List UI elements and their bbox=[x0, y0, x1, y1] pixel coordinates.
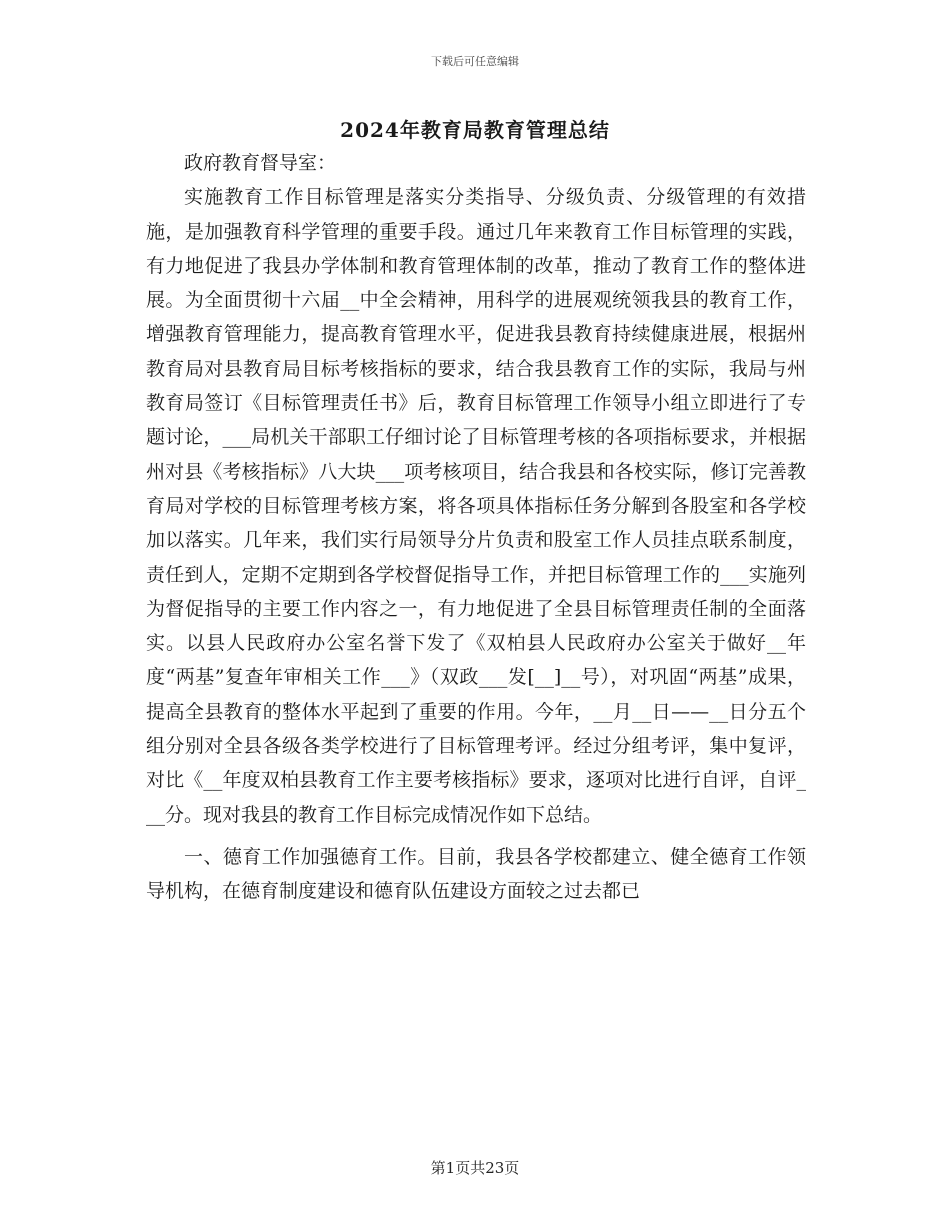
page-number: 第1页共23页 bbox=[430, 1159, 520, 1177]
section-paragraph: 一、德育工作加强德育工作。目前，我县各学校都建立、健全德育工作领导机构，在德育制度建设和德育队伍建设方面较之过去都已 bbox=[146, 845, 806, 903]
document-title: 2024年教育局教育管理总结 bbox=[340, 118, 610, 142]
document-body bbox=[146, 146, 806, 909]
page-header-note: 下载后可任意编辑 bbox=[431, 55, 519, 68]
intro-paragraph: 实施教育工作目标管理是落实分类指导、分级负责、分级管理的有效措施，是加强教育科学管理的重要手段。通过几年来教育工作目标管理的实践，有力地促进了我县办学体制和教育管理体制的改革，推动了教育工作的整体进展。为全面贯彻十六届__中全会精神，用科学的进展观统领我县的教育工作，增强教育管理能力，提高教育管理水平，促进我县教育持续健康进展，根据州教育局对县教育局目标考核指标的要求，结合我县教育工作的实际，我局与州教育局签订《目标管理责任书》后，教育目标管理工作领导小组立即进行了专题讨论，___局机关干部职工仔细讨论了目标管理考核的各项指标要求，并根据州对县《考核指标》八大块___项考核项目，结合我县和各校实际，修订完善教育局对学校的目标管理考核方案，将各项具体指标任务分解到各股室和各学校加以落实。几年来，我们实行局领导分片负责和股室工作人员挂点联系制度，责任到人，定期不定期到各学校督促指导工作，并把目标管理工作的___实施列为督促指导的主要工作内容之一，有力地促进了全县目标管理责任制的全面落实。以县人民政府办公室名誉下发了《双柏县人民政府办公室关于做好__年度“两基”复查年审相关工作___》（双政___发[__]__号），对巩固“两基”成果，提高全县教育的整体水平起到了重要的作用。今年，__月__日——__日分五个组分别对全县各级各类学校进行了目标管理考评。经过分组考评，集中复评，对比《__年度双柏县教育工作主要考核指标》要求，逐项对比进行自评，自评___分。现对我县的教育工作目标完成情况作如下总结。 bbox=[146, 186, 806, 826]
salutation-paragraph: 政府教育督导室： bbox=[184, 152, 337, 174]
